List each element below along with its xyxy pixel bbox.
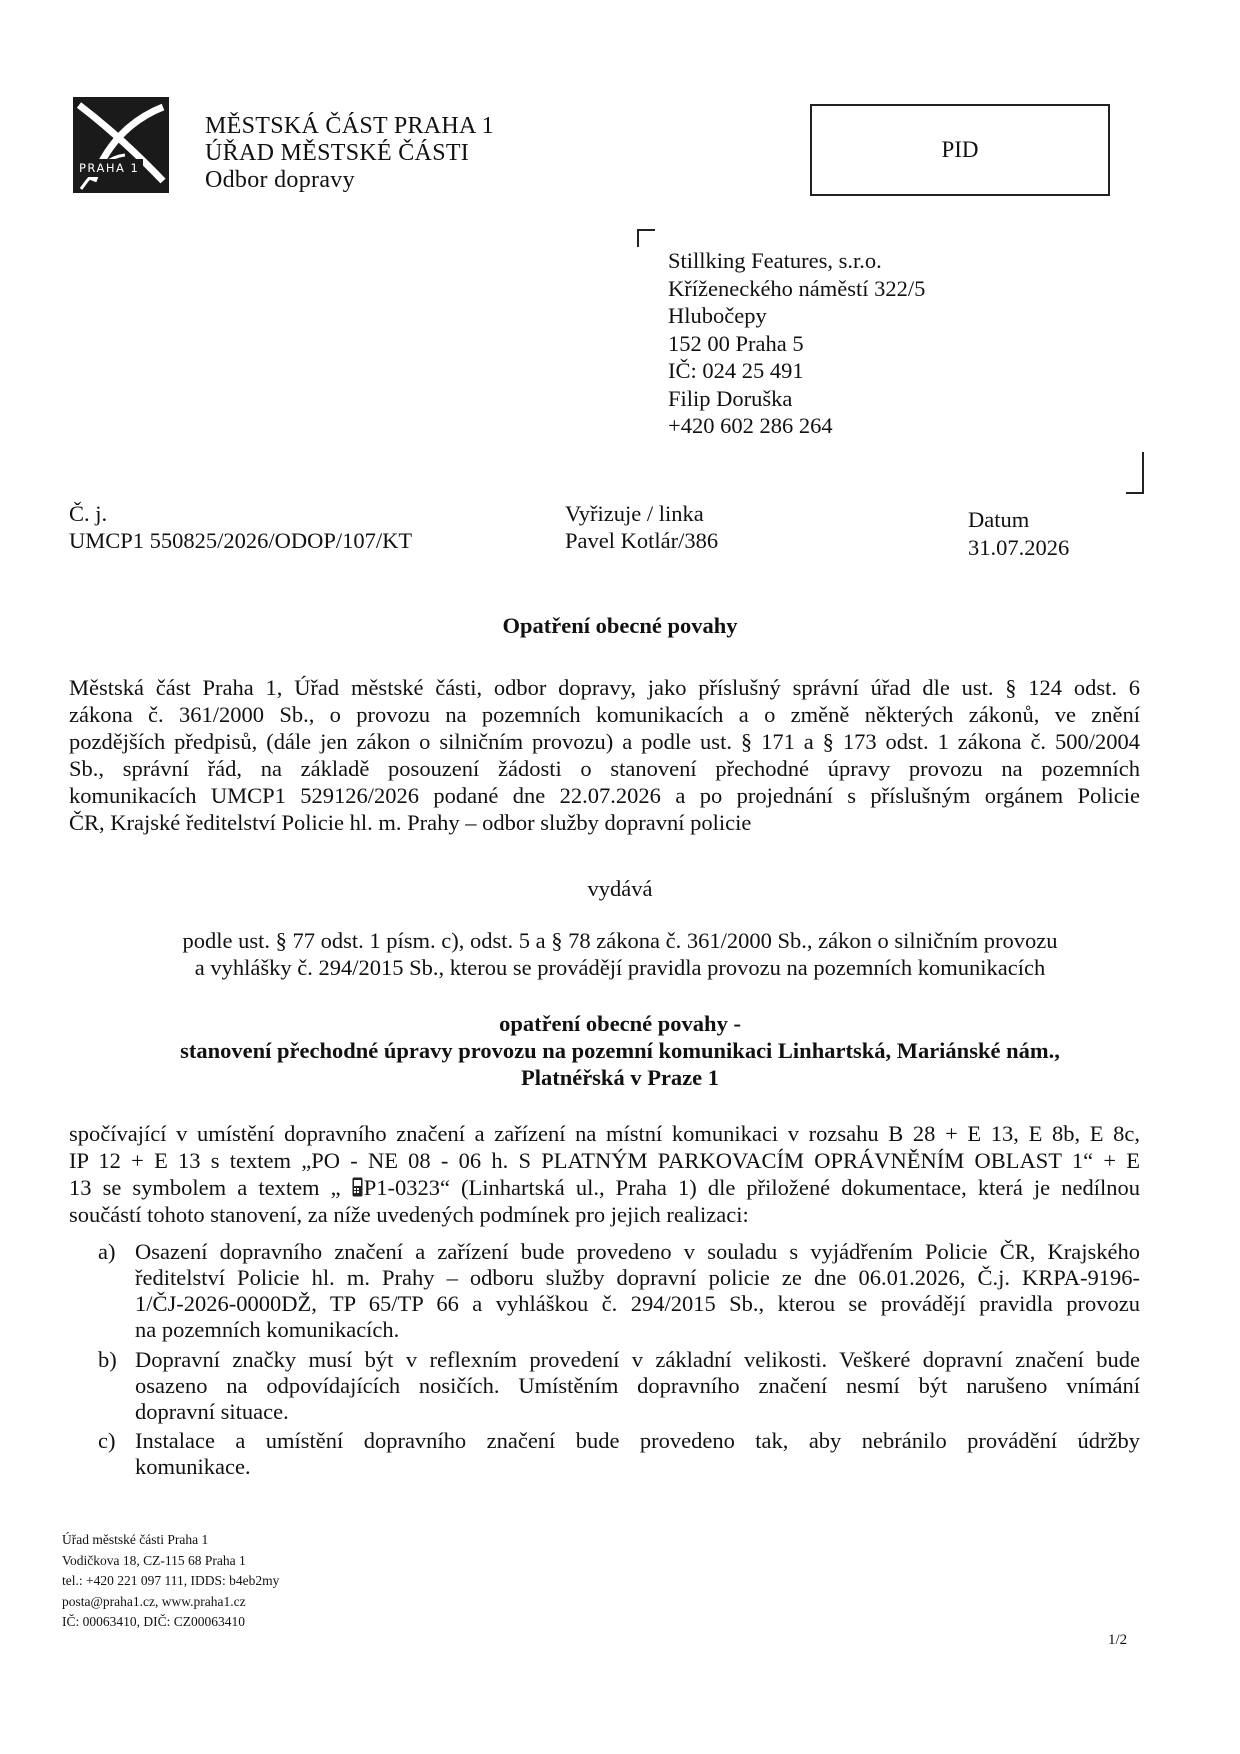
recipient-phone: +420 602 286 264 [668, 413, 833, 438]
praha1-logo-emblem [73, 97, 169, 193]
praha1-logo [73, 97, 169, 193]
footer-line: Vodičkova 18, CZ-115 68 Praha 1 [62, 1552, 246, 1568]
pid-label: PID [941, 137, 979, 162]
intro-paragraph [69, 674, 1140, 836]
pid-box [810, 104, 1110, 196]
intro-line: zákona č. 361/2000 Sb., o provozu na pozemních komunikacích a o změně některých zákonů, ve znění [69, 702, 1140, 727]
date-value: 31.07.2026 [968, 535, 1070, 560]
intro-line: komunikacích UMCP1 529126/2026 podané dne 22.07.2026 a po projednání s příslušným orgánem Policie [69, 783, 1140, 808]
condition-line: komunikace. [135, 1454, 251, 1479]
condition-line: 1/ČJ-2026-0000DŽ, TP 65/TP 66 a vyhláškou č. 294/2015 Sb., kterou se provádějí pravidla provozu [135, 1291, 1140, 1316]
body-line: IP 12 + E 13 s textem „PO - NE 08 - 06 h. S PLATNÝM PARKOVACÍM OPRÁVNĚNÍM OBLAST 1“ + E [69, 1148, 1140, 1173]
condition-line: na pozemních komunikacích. [135, 1317, 400, 1342]
org-department: Odbor dopravy [205, 167, 355, 193]
condition-line: osazeno na odpovídajících nosičích. Umístěním dopravního značení nesmí být narušeno vnímání [135, 1373, 1140, 1398]
intro-line: Městská část Praha 1, Úřad městské části, odbor dopravy, jako příslušný správní úřad dle ust. § 124 odst. 6 [69, 675, 1140, 700]
condition-line: Dopravní značky musí být v reflexním provedení v základní velikosti. Veškeré dopravní značení bude [135, 1347, 1140, 1372]
org-name-line2: ÚŘAD MĚSTSKÉ ČÁSTI [205, 140, 470, 166]
intro-line: ČR, Krajské ředitelství Policie hl. m. Prahy – odbor služby dopravní policie [69, 810, 752, 835]
recipient-district: Hlubočepy [668, 303, 767, 328]
intro-line: Sb., správní řád, na základě posouzení žádosti o stanovení přechodné úpravy provozu na pozemních [69, 756, 1140, 781]
footer-line: Úřad městské části Praha 1 [62, 1532, 209, 1547]
footer-line: IČ: 00063410, DIČ: CZ00063410 [62, 1614, 246, 1629]
legal-basis-line1: podle ust. § 77 odst. 1 písm. c), odst. 5 a § 78 zákona č. 361/2000 Sb., zákon o silničním provozu [182, 928, 1058, 953]
handler-label: Vyřizuje / linka [565, 501, 704, 526]
condition-line: ředitelství Policie hl. m. Prahy – odboru služby dopravní policie ze dne 06.01.2026, Č.j. KRPA-9196- [135, 1265, 1140, 1290]
measure-title-line2: stanovení přechodné úpravy provozu na pozemní komunikaci Linhartská, Mariánské nám., [180, 1038, 1060, 1063]
intro-line: pozdějších předpisů, (dále jen zákon o silničním provozu) a podle ust. § 171 a § 173 odst. 1 zákona č. 500/2004 [69, 729, 1140, 754]
recipient-ico: IČ: 024 25 491 [668, 358, 804, 383]
body-line [69, 1174, 1140, 1201]
address-window-corner-bottom-right [1126, 452, 1144, 494]
recipient-address [668, 247, 925, 440]
mobile-phone-icon [352, 1177, 363, 1197]
address-window-corner-top-left [637, 229, 655, 247]
condition-item-c [98, 1428, 1140, 1480]
footer-line: tel.: +420 221 097 111, IDDS: b4eb2my [62, 1573, 280, 1588]
recipient-contact: Filip Doruška [668, 385, 793, 411]
condition-line: Osazení dopravního značení a zařízení bude provedeno v souladu s vyjádřením Policie ČR, Krajského [135, 1239, 1140, 1264]
issues-word: vydává [587, 876, 653, 901]
condition-marker: c) [98, 1428, 116, 1453]
handler-value: Pavel Kotlár/386 [565, 528, 719, 553]
recipient-company: Stillking Features, s.r.o. [668, 248, 882, 273]
org-name-line1: MĚSTSKÁ ČÁST PRAHA 1 [205, 113, 494, 139]
footer-contact [62, 1530, 279, 1633]
condition-marker: b) [98, 1347, 117, 1372]
footer-line: posta@praha1.cz, www.praha1.cz [62, 1593, 246, 1609]
recipient-city: 152 00 Praha 5 [668, 330, 804, 356]
measure-body-paragraph [69, 1120, 1140, 1228]
body-line: součástí tohoto stanovení, za níže uvedených podmínek pro jejich realizaci: [69, 1202, 749, 1227]
condition-item-b [98, 1347, 1140, 1425]
measure-title-line3: Platnéřská v Praze 1 [520, 1065, 720, 1090]
recipient-street: Kříženeckého náměstí 322/5 [668, 275, 926, 301]
ref-label: Č. j. [69, 501, 108, 526]
condition-line: dopravní situace. [135, 1399, 289, 1424]
body-line-part: P1-0323“ (Linhartská ul., Praha 1) dle přiložené dokumentace, která je nedílnou [363, 1175, 1140, 1200]
document-heading: Opatření obecné povahy [502, 613, 738, 638]
ref-value: UMCP1 550825/2026/ODOP/107/KT [69, 528, 413, 553]
condition-marker: a) [98, 1239, 116, 1264]
measure-title-line1: opatření obecné povahy - [499, 1011, 741, 1036]
logo-text: PRAHA 1 [79, 161, 140, 175]
body-line-part: 13 se symbolem a textem „ [69, 1175, 352, 1200]
condition-item-a [98, 1239, 1140, 1343]
body-line: spočívající v umístění dopravního značení a zařízení na místní komunikaci v rozsahu B 28 + E 13, E 8b, E 8c, [69, 1121, 1140, 1146]
legal-basis-line2: a vyhlášky č. 294/2015 Sb., kterou se provádějí pravidla provozu na pozemních komunikacích [194, 955, 1046, 980]
page-number: 1/2 [1108, 1632, 1128, 1648]
date-label: Datum [968, 507, 1030, 532]
condition-line: Instalace a umístění dopravního značení bude provedeno tak, aby nebránilo provádění údržby [135, 1428, 1140, 1453]
